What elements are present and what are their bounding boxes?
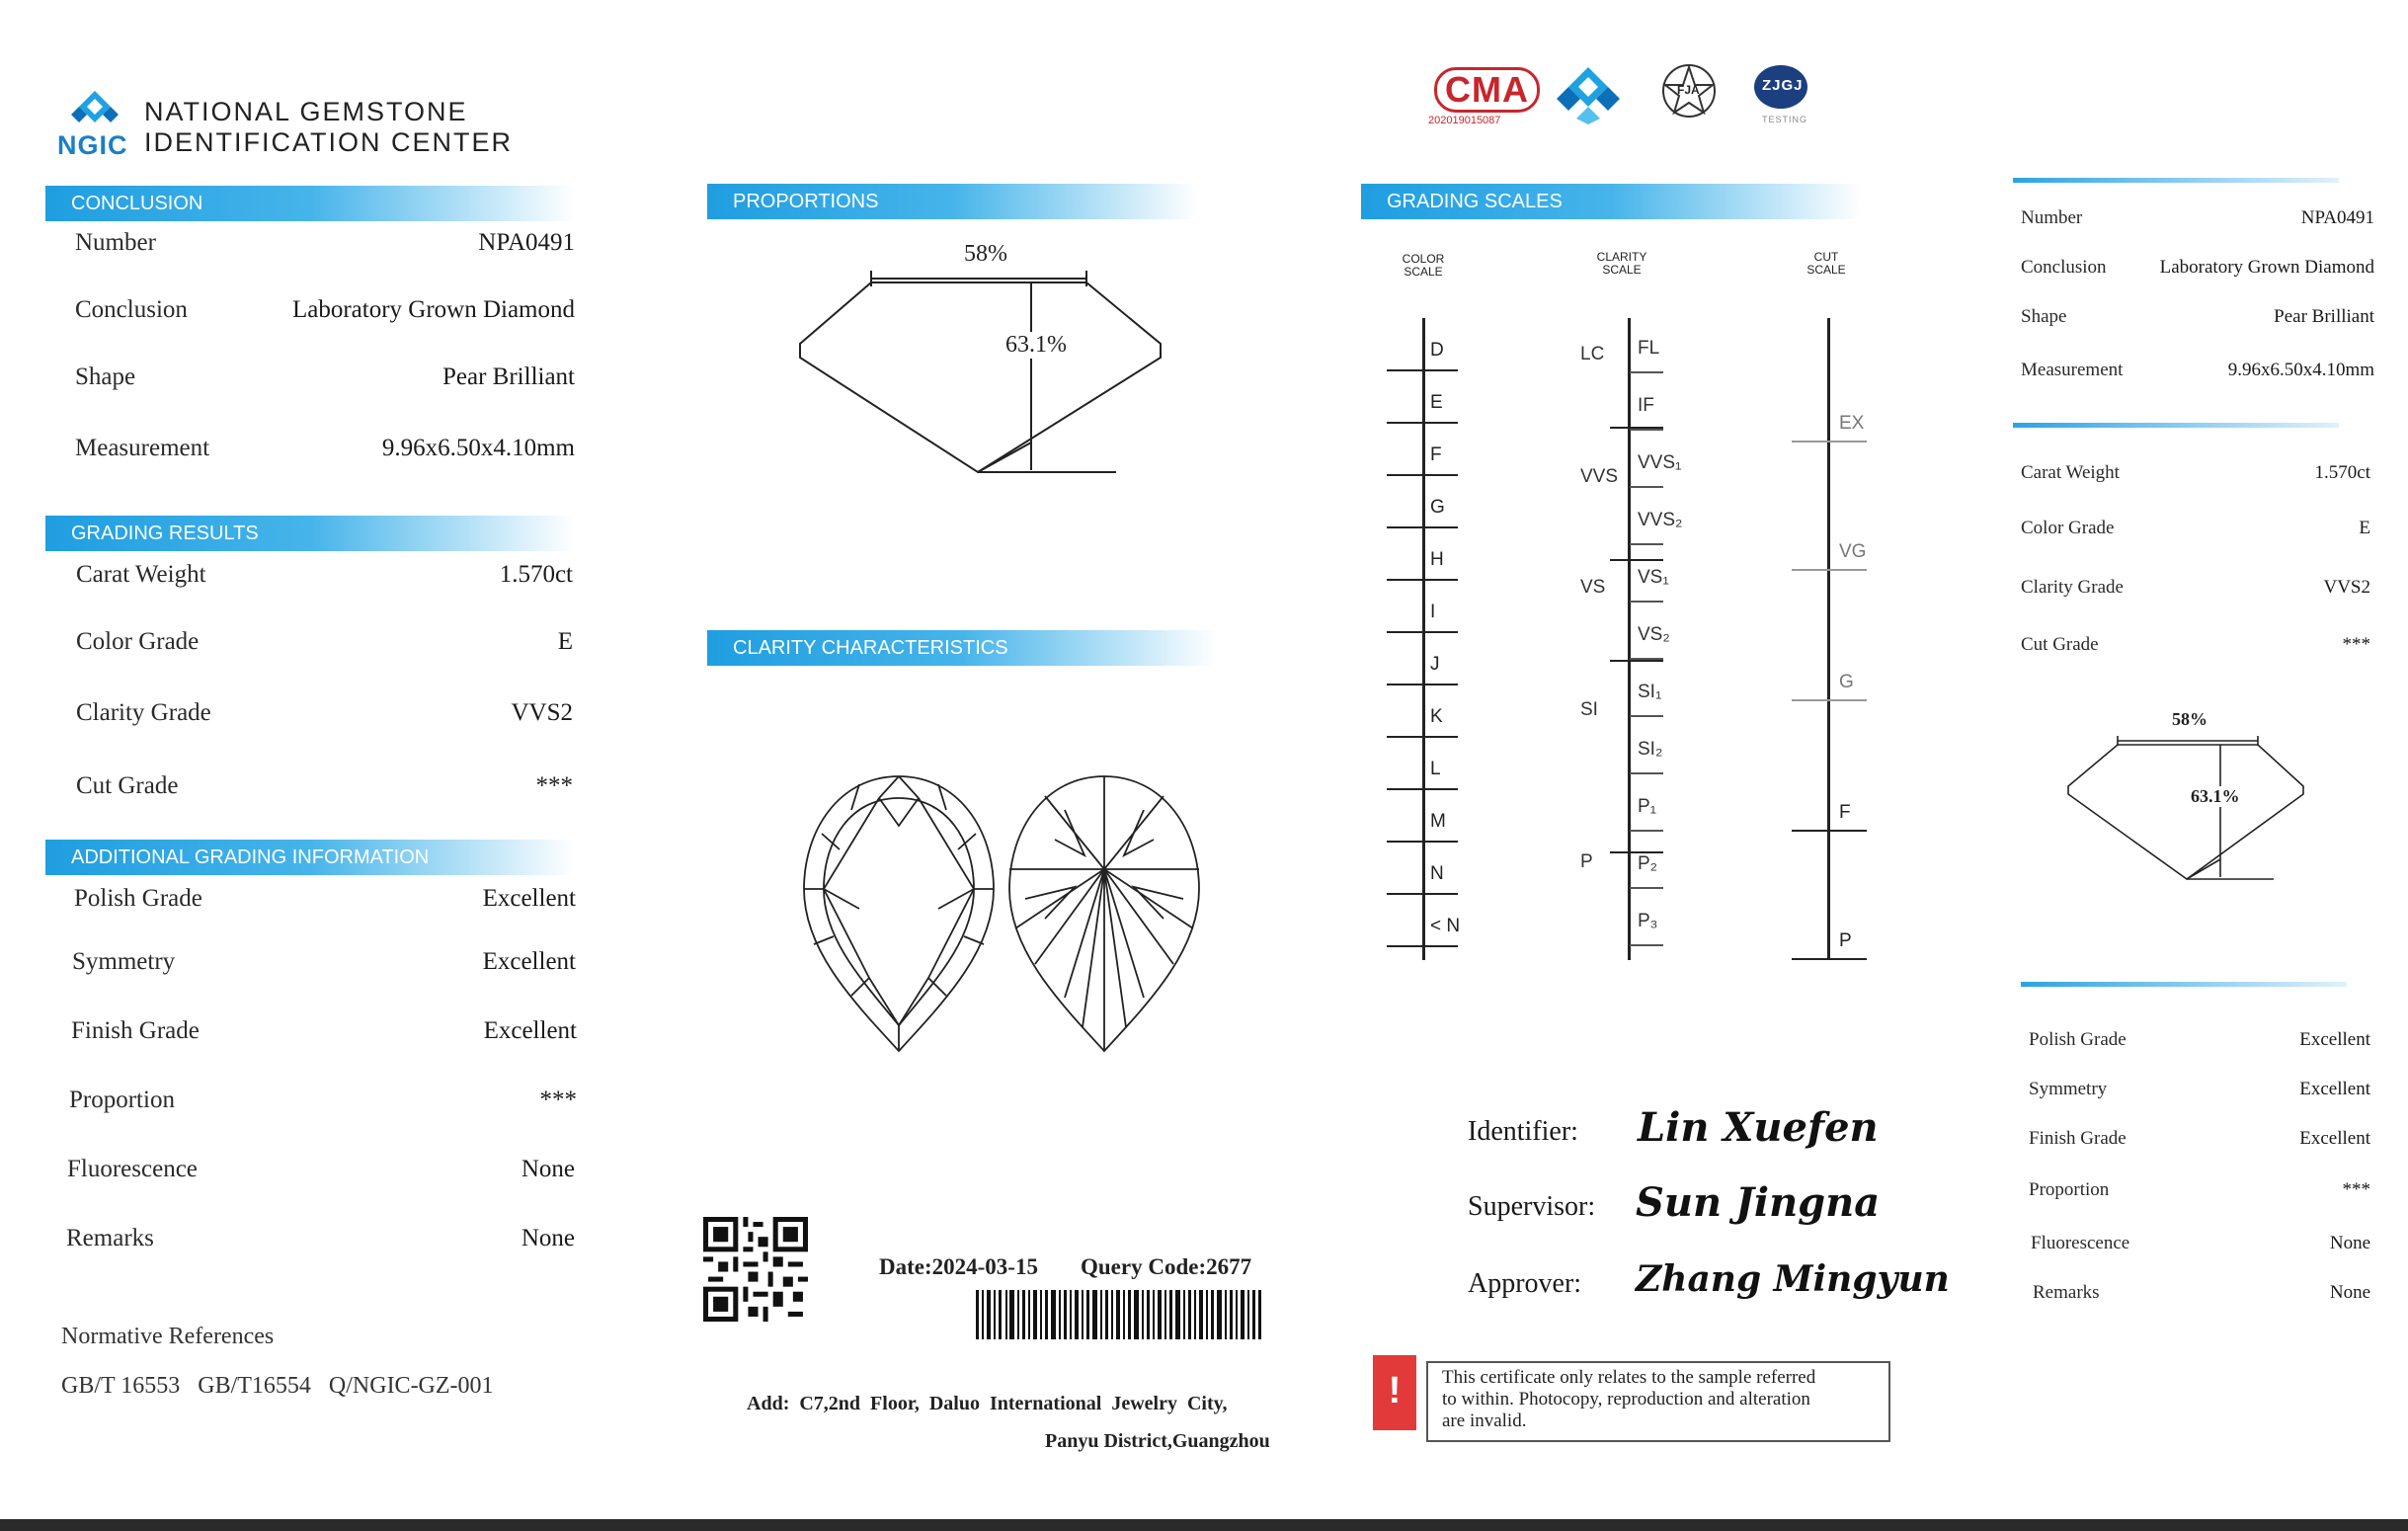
identifier-label: Identifier:	[1468, 1116, 1578, 1147]
cut-scale-title	[1792, 251, 1861, 277]
clarity-scale-axis	[1628, 318, 1631, 960]
color-grade-label: I	[1430, 602, 1436, 622]
cma-logo-text: CMA	[1434, 67, 1540, 113]
clarity-scale-tick	[1630, 371, 1663, 373]
address-line-1: Add: C7,2nd Floor, Daluo International Jewelry City,	[747, 1393, 1228, 1414]
color-grade-label: < N	[1430, 916, 1461, 936]
row-label: Finish Grade	[2029, 1128, 2127, 1149]
row-value: None	[2329, 1282, 2370, 1303]
clarity-grade-label: SI₂	[1638, 739, 1663, 760]
summary-row	[2021, 634, 2370, 656]
cut-scale	[1788, 318, 1906, 960]
color-grade-label: L	[1430, 759, 1441, 779]
cut-scale-tick	[1792, 441, 1867, 443]
supervisor-label: Supervisor:	[1468, 1191, 1596, 1222]
conclusion-row	[75, 229, 575, 257]
row-label: Proportion	[2029, 1179, 2110, 1200]
clarity-scale-tick	[1630, 715, 1663, 717]
row-label: Fluorescence	[2031, 1233, 2130, 1253]
notice-frame	[1426, 1361, 1890, 1442]
row-value: Pear Brilliant	[442, 363, 575, 390]
summary-bar-1	[2013, 178, 2339, 183]
row-label: Remarks	[66, 1225, 154, 1251]
color-grade-label: H	[1430, 549, 1444, 570]
grading-row	[76, 561, 573, 589]
conclusion-row	[75, 363, 575, 391]
clarity-grade-label: P₁	[1638, 796, 1657, 817]
color-grade-label: J	[1430, 654, 1440, 675]
color-scale-tick	[1387, 474, 1458, 476]
color-grade-label: G	[1430, 497, 1445, 518]
row-label: Fluorescence	[67, 1156, 198, 1182]
barcode-icon	[976, 1290, 1262, 1339]
color-scale-tick	[1387, 422, 1458, 424]
row-label: Carat Weight	[76, 561, 206, 588]
clarity-group-label: VVS	[1580, 466, 1619, 487]
summary-depth-label: 63.1%	[2191, 786, 2240, 806]
clarity-scale-tick	[1630, 429, 1663, 431]
color-scale-tick	[1387, 526, 1458, 528]
row-value: Laboratory Grown Diamond	[2159, 257, 2374, 278]
clarity-grade-label: VVS₂	[1638, 510, 1683, 530]
row-value: Pear Brilliant	[2274, 306, 2374, 327]
row-value: E	[2359, 518, 2370, 538]
pear-pavilion-diagram	[1005, 770, 1203, 1057]
color-grade-label: D	[1430, 340, 1444, 361]
normative-refs: GB/T 16553 GB/T16554 Q/NGIC-GZ-001	[61, 1373, 494, 1399]
clarity-scale-title-2: SCALE	[1602, 263, 1642, 277]
issue-date: Date:2024-03-15	[879, 1254, 1038, 1279]
row-value: Excellent	[482, 885, 576, 912]
color-scale-tick	[1387, 369, 1458, 371]
grading-row	[76, 699, 573, 727]
row-value: Excellent	[2299, 1128, 2370, 1149]
clarity-grade-label: VS₁	[1638, 567, 1669, 588]
cut-scale-tick	[1792, 699, 1867, 701]
clarity-scale-tick	[1630, 944, 1663, 946]
summary-row	[2031, 1233, 2370, 1254]
row-label: Measurement	[2021, 360, 2124, 380]
row-label: Cut Grade	[2021, 634, 2099, 655]
row-label: Polish Grade	[2029, 1029, 2127, 1050]
proportions-diagram	[780, 237, 1175, 484]
clarity-grade-label: IF	[1638, 395, 1654, 416]
clarity-group-divider	[1610, 660, 1663, 662]
row-label: Polish Grade	[74, 885, 202, 912]
color-grade-label: N	[1430, 863, 1444, 884]
clarity-scale-tick	[1630, 830, 1663, 832]
summary-row	[2021, 360, 2374, 381]
summary-row	[2021, 257, 2374, 279]
notice-box	[1373, 1355, 1896, 1446]
summary-proportions-diagram	[2064, 719, 2311, 887]
notice-line-2: to within. Photocopy, reproduction and alteration	[1442, 1389, 1810, 1410]
warning-icon: !	[1373, 1355, 1416, 1430]
summary-bar-2	[2013, 423, 2339, 428]
color-scale-tick	[1387, 945, 1458, 947]
cut-scale-tick	[1792, 830, 1867, 832]
clarity-group-divider	[1610, 559, 1663, 561]
row-value: 9.96x6.50x4.10mm	[381, 435, 575, 461]
row-value: ***	[539, 1087, 577, 1113]
approver-signature: Zhang Mingyun	[1636, 1258, 1950, 1300]
row-value: NPA0491	[2300, 207, 2374, 228]
grading-row	[76, 772, 573, 800]
zjgj-subtext: TESTING	[1762, 115, 1808, 124]
clarity-group-label: SI	[1580, 699, 1598, 720]
conclusion-banner: CONCLUSION	[45, 186, 575, 221]
clarity-group-label: LC	[1580, 344, 1605, 364]
row-label: Symmetry	[72, 948, 176, 975]
additional-row	[69, 1087, 577, 1114]
color-scale-title	[1389, 253, 1458, 279]
summary-row	[2021, 306, 2374, 328]
color-scale	[1383, 318, 1501, 960]
proportions-banner: PROPORTIONS	[707, 184, 1197, 219]
summary-row	[2029, 1079, 2370, 1100]
row-label: Conclusion	[2021, 257, 2107, 278]
supervisor-signature: Sun Jingna	[1636, 1179, 1881, 1226]
row-label: Shape	[75, 363, 136, 390]
ngic-abbr: NGIC	[57, 130, 128, 160]
grading-results-banner: GRADING RESULTS	[45, 516, 575, 551]
notice-line-1: This certificate only relates to the sample referred	[1442, 1367, 1816, 1388]
clarity-grade-label: P₂	[1638, 853, 1658, 874]
additional-row	[66, 1225, 575, 1252]
row-value: E	[557, 628, 573, 655]
row-value: None	[521, 1225, 575, 1251]
proportions-table-label: 58%	[960, 241, 1011, 268]
summary-row	[2033, 1282, 2370, 1304]
color-scale-title-1: COLOR	[1402, 252, 1445, 266]
color-grade-label: M	[1430, 811, 1446, 832]
summary-row	[2021, 577, 2370, 599]
cma-number: 202019015087	[1428, 115, 1501, 126]
summary-row	[2029, 1128, 2370, 1150]
clarity-scale-title	[1584, 251, 1659, 277]
row-value: Excellent	[483, 1017, 577, 1044]
row-label: Color Grade	[2021, 518, 2115, 538]
cut-scale-axis	[1827, 318, 1830, 960]
row-value: None	[2329, 1233, 2370, 1253]
query-code: Query Code:2677	[1081, 1254, 1252, 1279]
clarity-group-label: P	[1580, 851, 1593, 872]
row-value: 1.570ct	[2314, 462, 2370, 483]
summary-bar-3	[2021, 982, 2347, 987]
summary-row	[2021, 462, 2370, 484]
row-label: Shape	[2021, 306, 2067, 327]
row-value: Excellent	[2299, 1029, 2370, 1050]
zjgj-logo	[1752, 63, 1821, 128]
row-label: Color Grade	[76, 628, 200, 655]
identifier-signature: Lin Xuefen	[1638, 1104, 1879, 1151]
row-label: Clarity Grade	[76, 699, 211, 726]
conclusion-row	[75, 296, 575, 324]
clarity-grade-label: VS₂	[1638, 624, 1670, 645]
row-value: Laboratory Grown Diamond	[291, 296, 575, 323]
approver-label: Approver:	[1468, 1268, 1582, 1299]
row-label: Symmetry	[2029, 1079, 2108, 1099]
summary-row	[2029, 1029, 2370, 1051]
clarity-grade-label: FL	[1638, 338, 1660, 359]
color-scale-tick	[1387, 841, 1458, 843]
additional-row	[67, 1156, 575, 1183]
org-name-line2: IDENTIFICATION CENTER	[144, 127, 514, 157]
grading-row	[76, 628, 573, 656]
proportions-depth-label: 63.1%	[1005, 332, 1067, 358]
row-label: Number	[2021, 207, 2083, 228]
color-scale-tick	[1387, 631, 1458, 633]
additional-row	[71, 1017, 577, 1045]
cut-grade-label: EX	[1839, 413, 1865, 434]
normative-title: Normative References	[61, 1324, 275, 1349]
color-scale-axis	[1422, 318, 1425, 960]
cma-logo	[1428, 67, 1529, 128]
row-value: 9.96x6.50x4.10mm	[2227, 360, 2374, 380]
additional-row	[74, 885, 576, 913]
row-label: Clarity Grade	[2021, 577, 2124, 598]
qr-code-icon	[703, 1217, 808, 1322]
cut-grade-label: F	[1839, 802, 1851, 823]
row-value: Excellent	[482, 948, 576, 975]
row-label: Finish Grade	[71, 1017, 200, 1044]
additional-row	[72, 948, 576, 976]
summary-row	[2021, 518, 2370, 539]
summary-row	[2021, 207, 2374, 229]
row-value: ***	[2342, 1179, 2370, 1200]
additional-banner: ADDITIONAL GRADING INFORMATION	[45, 840, 575, 875]
clarity-scale-tick	[1630, 772, 1663, 774]
cut-scale-tick	[1792, 958, 1867, 960]
cut-scale-title-1: CUT	[1813, 250, 1839, 264]
clarity-group-divider	[1610, 427, 1663, 429]
clarity-scale-tick	[1630, 601, 1663, 603]
color-scale-tick	[1387, 579, 1458, 581]
color-scale-tick	[1387, 684, 1458, 685]
summary-row	[2029, 1179, 2370, 1201]
color-scale-tick	[1387, 893, 1458, 895]
conclusion-row	[75, 435, 575, 462]
notice-line-3: are invalid.	[1442, 1410, 1527, 1431]
cut-scale-tick	[1792, 569, 1867, 571]
clarity-grade-label: VVS₁	[1638, 452, 1682, 473]
color-scale-tick	[1387, 736, 1458, 738]
row-value: 1.570ct	[499, 561, 573, 588]
row-value: None	[521, 1156, 575, 1182]
clarity-group-divider	[1610, 851, 1663, 853]
pear-crown-diagram	[800, 770, 998, 1057]
color-scale-tick	[1387, 788, 1458, 790]
address-line-2: Panyu District,Guangzhou	[1045, 1430, 1270, 1452]
cut-scale-title-2: SCALE	[1806, 263, 1846, 277]
summary-table-label: 58%	[2169, 709, 2210, 730]
clarity-scale	[1580, 318, 1719, 960]
row-label: Proportion	[69, 1087, 175, 1113]
cut-grade-label: VG	[1839, 541, 1867, 562]
color-grade-label: K	[1430, 706, 1443, 727]
row-label: Number	[75, 229, 156, 256]
row-label: Cut Grade	[76, 772, 179, 799]
row-value: NPA0491	[478, 229, 575, 256]
clarity-grade-label: P₃	[1638, 911, 1658, 931]
grading-scales-banner: GRADING SCALES	[1361, 184, 1861, 219]
row-value: ***	[2342, 634, 2370, 655]
clarity-scale-tick	[1630, 887, 1663, 889]
zjgj-text: ZJGJ	[1762, 77, 1804, 94]
row-label: Conclusion	[75, 296, 188, 323]
clarity-grade-label: SI₁	[1638, 682, 1662, 702]
fja-logo	[1659, 61, 1719, 121]
page-fold-shadow	[0, 1519, 2408, 1531]
color-grade-label: E	[1430, 392, 1443, 413]
row-value: VVS2	[2323, 577, 2370, 598]
org-name-line1: NATIONAL GEMSTONE	[144, 97, 468, 126]
row-label: Measurement	[75, 435, 210, 461]
cut-grade-label: P	[1839, 930, 1852, 951]
clarity-group-label: VS	[1580, 577, 1606, 598]
row-value: ***	[535, 772, 573, 799]
fja-text: FJA	[1677, 83, 1700, 97]
clarity-scale-title-1: CLARITY	[1596, 250, 1647, 264]
row-value: VVS2	[511, 699, 573, 726]
color-grade-label: F	[1430, 444, 1442, 465]
clarity-scale-tick	[1630, 543, 1663, 545]
clarity-scale-tick	[1630, 486, 1663, 488]
ngic-mark-icon	[1553, 63, 1624, 126]
row-label: Remarks	[2033, 1282, 2100, 1303]
cut-grade-label: G	[1839, 672, 1854, 692]
color-scale-title-2: SCALE	[1404, 265, 1443, 279]
row-label: Carat Weight	[2021, 462, 2120, 483]
row-value: Excellent	[2299, 1079, 2370, 1099]
clarity-characteristics-banner: CLARITY CHARACTERISTICS	[707, 630, 1217, 666]
